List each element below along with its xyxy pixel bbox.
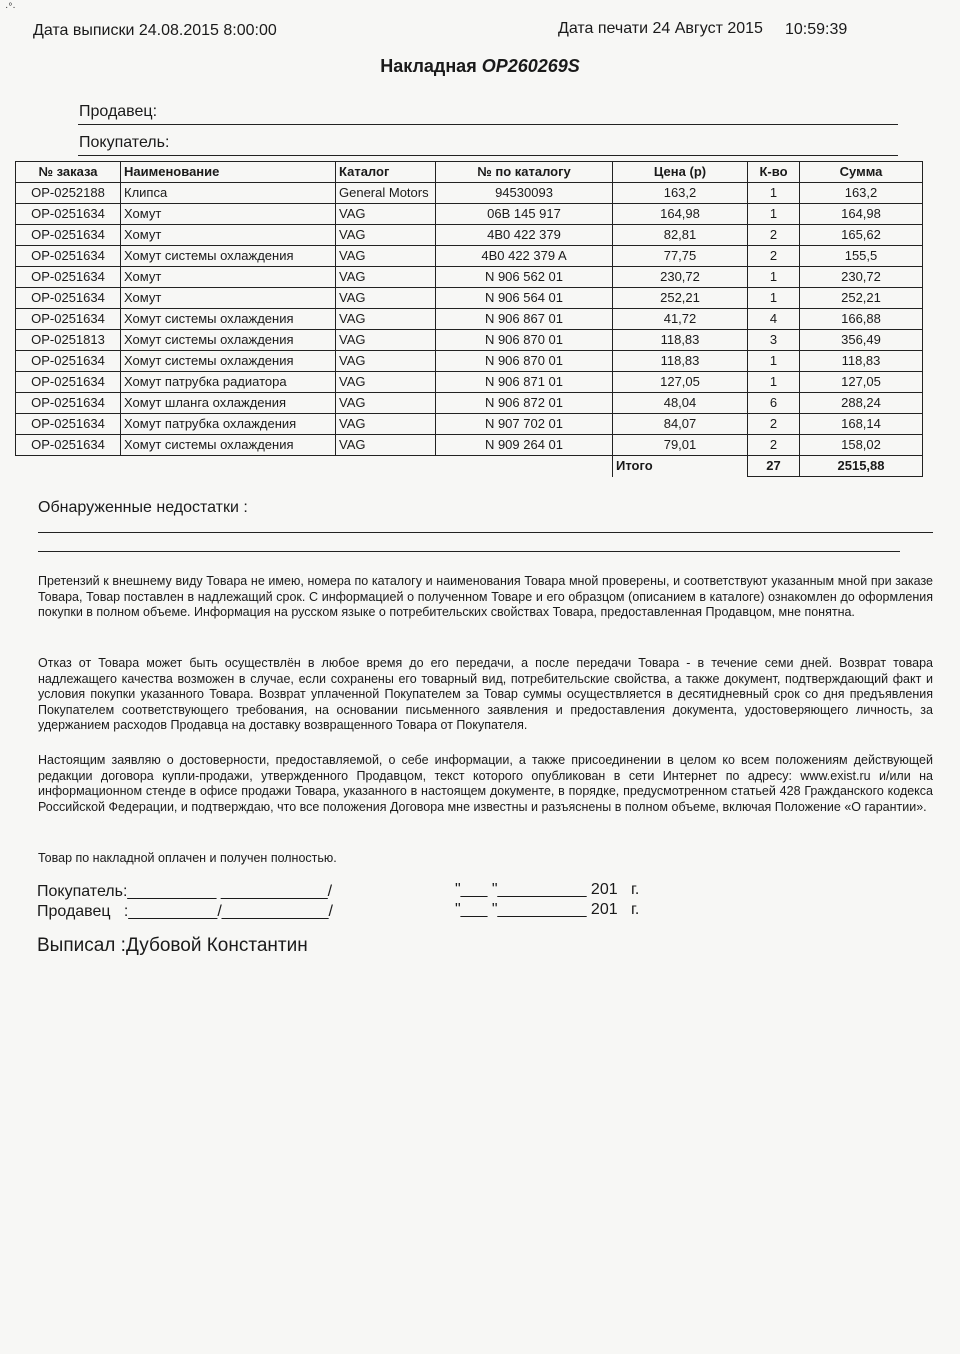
cell-price: 230,72 (613, 267, 748, 288)
cell-qty: 1 (748, 372, 800, 393)
table-row (16, 393, 923, 414)
col-order-no: № заказа (16, 162, 121, 183)
cell-price: 163,2 (613, 183, 748, 204)
issuer: Выписал :Дубовой Константин (37, 935, 308, 956)
table-row (16, 183, 923, 204)
cell-catalog-no: N 906 867 01 (436, 309, 613, 330)
buyer-line (78, 155, 898, 156)
col-catalog-no: № по каталогу (436, 162, 613, 183)
cell-item-name: Хомут (121, 204, 336, 225)
table-row (16, 246, 923, 267)
cell-price: 127,05 (613, 372, 748, 393)
cell-catalog: VAG (336, 267, 436, 288)
cell-catalog-no: N 906 872 01 (436, 393, 613, 414)
paragraph-claims: Претензий к внешнему виду Товара не имею, номера по каталогу и наименования Товара мной проверены, и соответствуют указанным мной при заказе Товара, Товар поставлен в надлежащий срок. С информацией о полученном Товаре и его образцом (описанием в каталоге) ознакомлен до оформления покупки в полном объеме. Информация на русском языке о потребительских свойствах Товара, предоставленная Продавцом, мне понятна. (38, 574, 933, 619)
cell-catalog: VAG (336, 246, 436, 267)
cell-catalog: VAG (336, 309, 436, 330)
cell-catalog: VAG (336, 225, 436, 246)
cell-order-no: OP-0251634 (16, 267, 121, 288)
cell-qty: 1 (748, 267, 800, 288)
cell-catalog: VAG (336, 393, 436, 414)
cell-item-name: Хомут системы охлаждения (121, 435, 336, 456)
paragraph-paid: Товар по накладной оплачен и получен полностью. (38, 851, 337, 865)
cell-sum: 165,62 (800, 225, 923, 246)
cell-qty: 4 (748, 309, 800, 330)
cell-item-name: Хомут системы охлаждения (121, 330, 336, 351)
cell-catalog-no: 94530093 (436, 183, 613, 204)
cell-item-name: Хомут (121, 225, 336, 246)
scan-speck: ·°· (5, 2, 16, 13)
cell-catalog: VAG (336, 204, 436, 225)
cell-item-name: Хомут патрубка радиатора (121, 372, 336, 393)
buyer-signature-line: Покупатель:__________ ____________/ (37, 883, 333, 900)
cell-catalog: VAG (336, 372, 436, 393)
cell-catalog: General Motors (336, 183, 436, 204)
cell-item-name: Хомут (121, 288, 336, 309)
issue-date: Дата выписки 24.08.2015 8:00:00 (33, 22, 277, 39)
total-label: Итого (613, 456, 748, 477)
cell-sum: 168,14 (800, 414, 923, 435)
cell-catalog-no: N 909 264 01 (436, 435, 613, 456)
cell-price: 118,83 (613, 351, 748, 372)
cell-qty: 1 (748, 204, 800, 225)
cell-catalog-no: 4B0 422 379 A (436, 246, 613, 267)
cell-order-no: OP-0251634 (16, 288, 121, 309)
cell-sum: 252,21 (800, 288, 923, 309)
seller-line (78, 124, 898, 125)
cell-price: 84,07 (613, 414, 748, 435)
cell-qty: 2 (748, 246, 800, 267)
cell-catalog-no: N 906 564 01 (436, 288, 613, 309)
cell-qty: 6 (748, 393, 800, 414)
cell-qty: 1 (748, 351, 800, 372)
seller-date-line: "___ "__________ 201 г. (455, 901, 640, 918)
cell-catalog: VAG (336, 414, 436, 435)
cell-price: 164,98 (613, 204, 748, 225)
cell-price: 79,01 (613, 435, 748, 456)
cell-item-name: Хомут системы охлаждения (121, 309, 336, 330)
cell-order-no: OP-0251634 (16, 225, 121, 246)
table-row (16, 309, 923, 330)
cell-qty: 2 (748, 435, 800, 456)
seller-label: Продавец: (79, 103, 158, 120)
cell-catalog: VAG (336, 351, 436, 372)
cell-order-no: OP-0251813 (16, 330, 121, 351)
cell-price: 118,83 (613, 330, 748, 351)
cell-catalog-no: 4B0 422 379 (436, 225, 613, 246)
cell-item-name: Хомут (121, 267, 336, 288)
cell-catalog-no: N 906 870 01 (436, 330, 613, 351)
total-sum: 2515,88 (800, 456, 923, 477)
cell-order-no: OP-0251634 (16, 351, 121, 372)
total-row (16, 456, 923, 477)
cell-item-name: Хомут шланга охлаждения (121, 393, 336, 414)
table-row (16, 435, 923, 456)
table-row (16, 225, 923, 246)
cell-qty: 2 (748, 414, 800, 435)
cell-order-no: OP-0251634 (16, 372, 121, 393)
cell-price: 82,81 (613, 225, 748, 246)
cell-qty: 1 (748, 288, 800, 309)
title-prefix: Накладная (380, 56, 477, 76)
table-header-row (16, 162, 923, 183)
cell-catalog-no: 06B 145 917 (436, 204, 613, 225)
table-row (16, 330, 923, 351)
cell-item-name: Хомут системы охлаждения (121, 351, 336, 372)
document-title (0, 56, 960, 77)
defects-line-1 (38, 532, 933, 533)
buyer-label: Покупатель: (79, 134, 170, 151)
print-time: 10:59:39 (785, 21, 848, 38)
total-qty: 27 (748, 456, 800, 477)
cell-qty: 2 (748, 225, 800, 246)
col-sum: Сумма (800, 162, 923, 183)
cell-order-no: OP-0251634 (16, 414, 121, 435)
cell-catalog: VAG (336, 435, 436, 456)
table-row (16, 204, 923, 225)
cell-qty: 1 (748, 183, 800, 204)
cell-catalog: VAG (336, 288, 436, 309)
cell-sum: 127,05 (800, 372, 923, 393)
cell-order-no: OP-0251634 (16, 435, 121, 456)
col-qty: К-во (748, 162, 800, 183)
cell-sum: 166,88 (800, 309, 923, 330)
cell-order-no: OP-0251634 (16, 309, 121, 330)
cell-catalog: VAG (336, 330, 436, 351)
table-row (16, 351, 923, 372)
table-row (16, 267, 923, 288)
table-row (16, 414, 923, 435)
cell-order-no: OP-0252188 (16, 183, 121, 204)
cell-sum: 155,5 (800, 246, 923, 267)
cell-sum: 118,83 (800, 351, 923, 372)
cell-catalog-no: N 906 562 01 (436, 267, 613, 288)
cell-catalog-no: N 906 871 01 (436, 372, 613, 393)
cell-catalog-no: N 906 870 01 (436, 351, 613, 372)
col-name: Наименование (121, 162, 336, 183)
cell-price: 41,72 (613, 309, 748, 330)
cell-price: 77,75 (613, 246, 748, 267)
cell-sum: 356,49 (800, 330, 923, 351)
paragraph-agreement: Настоящим заявляю о достоверности, предоставляемой, о себе информации, а также присоединении в целом ко всем положениям действующей редакции договора купли-продажи, утвержденного Продавцом, текст которого опубликован в сети Интернет по адресу: www.exist.ru и/или на информационном стенде в офисе продажи Товара, указанного в настоящем документе, в порядке, предусмотренном статьей 428 Гражданского кодекса Российской Федерации, и подтверждаю, что все положения Договора мне известны и разъяснены в полном объеме, включая Положение «О гарантии». (38, 753, 933, 814)
cell-sum: 158,02 (800, 435, 923, 456)
cell-order-no: OP-0251634 (16, 246, 121, 267)
cell-sum: 288,24 (800, 393, 923, 414)
seller-signature-line: Продавец :__________/____________/ (37, 903, 333, 920)
cell-sum: 230,72 (800, 267, 923, 288)
cell-price: 252,21 (613, 288, 748, 309)
cell-sum: 163,2 (800, 183, 923, 204)
cell-sum: 164,98 (800, 204, 923, 225)
invoice-table (15, 161, 923, 477)
cell-price: 48,04 (613, 393, 748, 414)
col-catalog: Каталог (336, 162, 436, 183)
table-row (16, 372, 923, 393)
print-date: Дата печати 24 Август 2015 (558, 20, 763, 37)
cell-item-name: Клипса (121, 183, 336, 204)
cell-catalog-no: N 907 702 01 (436, 414, 613, 435)
cell-item-name: Хомут патрубка охлаждения (121, 414, 336, 435)
table-row (16, 288, 923, 309)
defects-line-2 (38, 551, 900, 552)
paragraph-returns: Отказ от Товара может быть осуществлён в любое время до его передачи, а после передачи Товара - в течение семи дней. Возврат товара надлежащего качества возможен в случае, если сохранены его товарный вид, потребительские свойства, а также документ, подтверждающий факт и условия покупки указанного Товара. Возврат уплаченной Покупателем за Товар суммы осуществляется в десятидневный срок со дня предъявления Покупателем соответствующего требования, на основании письменного заявления и предоставления документа, удостоверяющего личность, за удержанием расходов Продавца на доставку возвращенного Товара от Покупателя. (38, 656, 933, 732)
cell-order-no: OP-0251634 (16, 393, 121, 414)
invoice-number: OP260269S (481, 56, 580, 76)
col-price: Цена (р) (613, 162, 748, 183)
defects-label: Обнаруженные недостатки : (38, 499, 248, 516)
cell-item-name: Хомут системы охлаждения (121, 246, 336, 267)
buyer-date-line: "___ "__________ 201 г. (455, 881, 640, 898)
cell-order-no: OP-0251634 (16, 204, 121, 225)
cell-qty: 3 (748, 330, 800, 351)
